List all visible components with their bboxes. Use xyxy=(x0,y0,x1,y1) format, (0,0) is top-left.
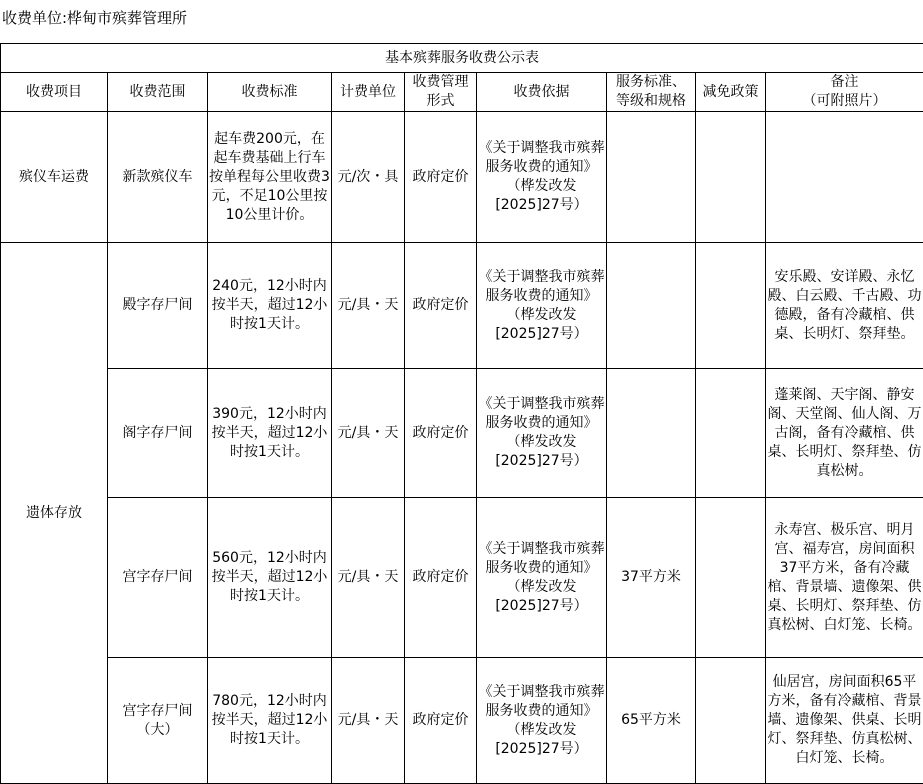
table-row xyxy=(1,112,923,243)
fee-disclosure-table xyxy=(0,43,923,784)
table-row xyxy=(1,369,923,498)
cell-mgmt: 政府定价 xyxy=(405,658,477,784)
cell-item: 殡仪车运费 xyxy=(1,112,108,243)
col-header-mgmt-line2: 形式 xyxy=(405,92,476,111)
cell-unit: 元/具・天 xyxy=(332,243,405,369)
cell-standard: 780元，12小时内按半天，超过12小时按1天计。 xyxy=(208,658,332,784)
cell-scope: 新款殡仪车 xyxy=(108,112,208,243)
cell-basis: 《关于调整我市殡葬服务收费的通知》（桦发改发[2025]27号） xyxy=(477,658,607,784)
col-header-service xyxy=(607,73,696,112)
col-header-mgmt xyxy=(405,73,477,112)
cell-relief xyxy=(696,498,766,658)
col-header-basis: 收费依据 xyxy=(477,73,607,112)
col-header-relief: 减免政策 xyxy=(696,73,766,112)
cell-notes: 蓬莱阁、天宇阁、静安阁、天堂阁、仙人阁、万古阁，备有冷藏棺、供桌、长明灯、祭拜垫、仿真松树。 xyxy=(766,369,923,498)
col-header-notes-line2: （可附照片） xyxy=(766,92,923,111)
cell-relief xyxy=(696,243,766,369)
cell-service xyxy=(607,369,696,498)
cell-mgmt: 政府定价 xyxy=(405,498,477,658)
cell-unit: 元/次・具 xyxy=(332,112,405,243)
cell-standard: 240元，12小时内按半天，超过12小时按1天计。 xyxy=(208,243,332,369)
col-header-scope: 收费范围 xyxy=(108,73,208,112)
cell-standard: 起车费200元，在起车费基础上行车按单程每公里收费3元，不足10公里按10公里计价。 xyxy=(208,112,332,243)
col-header-notes xyxy=(766,73,923,112)
col-header-item: 收费项目 xyxy=(1,73,108,112)
cell-basis: 《关于调整我市殡葬服务收费的通知》（桦发改发[2025]27号） xyxy=(477,112,607,243)
cell-service xyxy=(607,112,696,243)
col-header-standard: 收费标准 xyxy=(208,73,332,112)
cell-unit: 元/具・天 xyxy=(332,658,405,784)
cell-basis: 《关于调整我市殡葬服务收费的通知》（桦发改发[2025]27号） xyxy=(477,369,607,498)
cell-basis: 《关于调整我市殡葬服务收费的通知》（桦发改发[2025]27号） xyxy=(477,498,607,658)
cell-service: 37平方米 xyxy=(607,498,696,658)
col-header-service-line1: 服务标准、 xyxy=(607,73,695,92)
cell-notes: 仙居宫，房间面积65平方米，备有冷藏棺、背景墙、遗像架、供桌、长明灯、祭拜垫、仿真松树、白灯笼、长椅。 xyxy=(766,658,923,784)
col-header-mgmt-line1: 收费管理 xyxy=(405,73,476,92)
cell-mgmt: 政府定价 xyxy=(405,369,477,498)
cell-scope: 宫字存尸间（大） xyxy=(108,658,208,784)
cell-notes: 永寿宫、极乐宫、明月宫、福寿宫，房间面积37平方米，备有冷藏棺、背景墙、遗像架、供桌、长明灯、祭拜垫、仿真松树、白灯笼、长椅。 xyxy=(766,498,923,658)
cell-relief xyxy=(696,112,766,243)
cell-scope: 殿字存尸间 xyxy=(108,243,208,369)
col-header-service-line2: 等级和规格 xyxy=(607,92,695,111)
col-header-unit: 计费单位 xyxy=(332,73,405,112)
cell-unit: 元/具・天 xyxy=(332,498,405,658)
cell-standard: 390元，12小时内按半天，超过12小时按1天计。 xyxy=(208,369,332,498)
cell-relief xyxy=(696,369,766,498)
table-row xyxy=(1,658,923,784)
cell-notes xyxy=(766,112,923,243)
cell-service xyxy=(607,243,696,369)
cell-service: 65平方米 xyxy=(607,658,696,784)
cell-scope: 宫字存尸间 xyxy=(108,498,208,658)
cell-scope: 阁字存尸间 xyxy=(108,369,208,498)
cell-mgmt: 政府定价 xyxy=(405,112,477,243)
table-row xyxy=(1,498,923,658)
cell-standard: 560元，12小时内按半天，超过12小时按1天计。 xyxy=(208,498,332,658)
cell-unit: 元/具・天 xyxy=(332,369,405,498)
cell-notes: 安乐殿、安详殿、永忆殿、白云殿、千古殿、功德殿，备有冷藏棺、供桌、长明灯、祭拜垫。 xyxy=(766,243,923,369)
cell-basis: 《关于调整我市殡葬服务收费的通知》（桦发改发[2025]27号） xyxy=(477,243,607,369)
table-row xyxy=(1,243,923,369)
cell-item-merged: 遗体存放 xyxy=(1,243,108,784)
cell-relief xyxy=(696,658,766,784)
cell-mgmt: 政府定价 xyxy=(405,243,477,369)
col-header-notes-line1: 备注 xyxy=(766,73,923,92)
column-header-row xyxy=(1,73,923,112)
table-title: 基本殡葬服务收费公示表 xyxy=(1,44,923,73)
charging-unit-line: 收费单位:桦甸市殡葬管理所 xyxy=(2,8,187,28)
